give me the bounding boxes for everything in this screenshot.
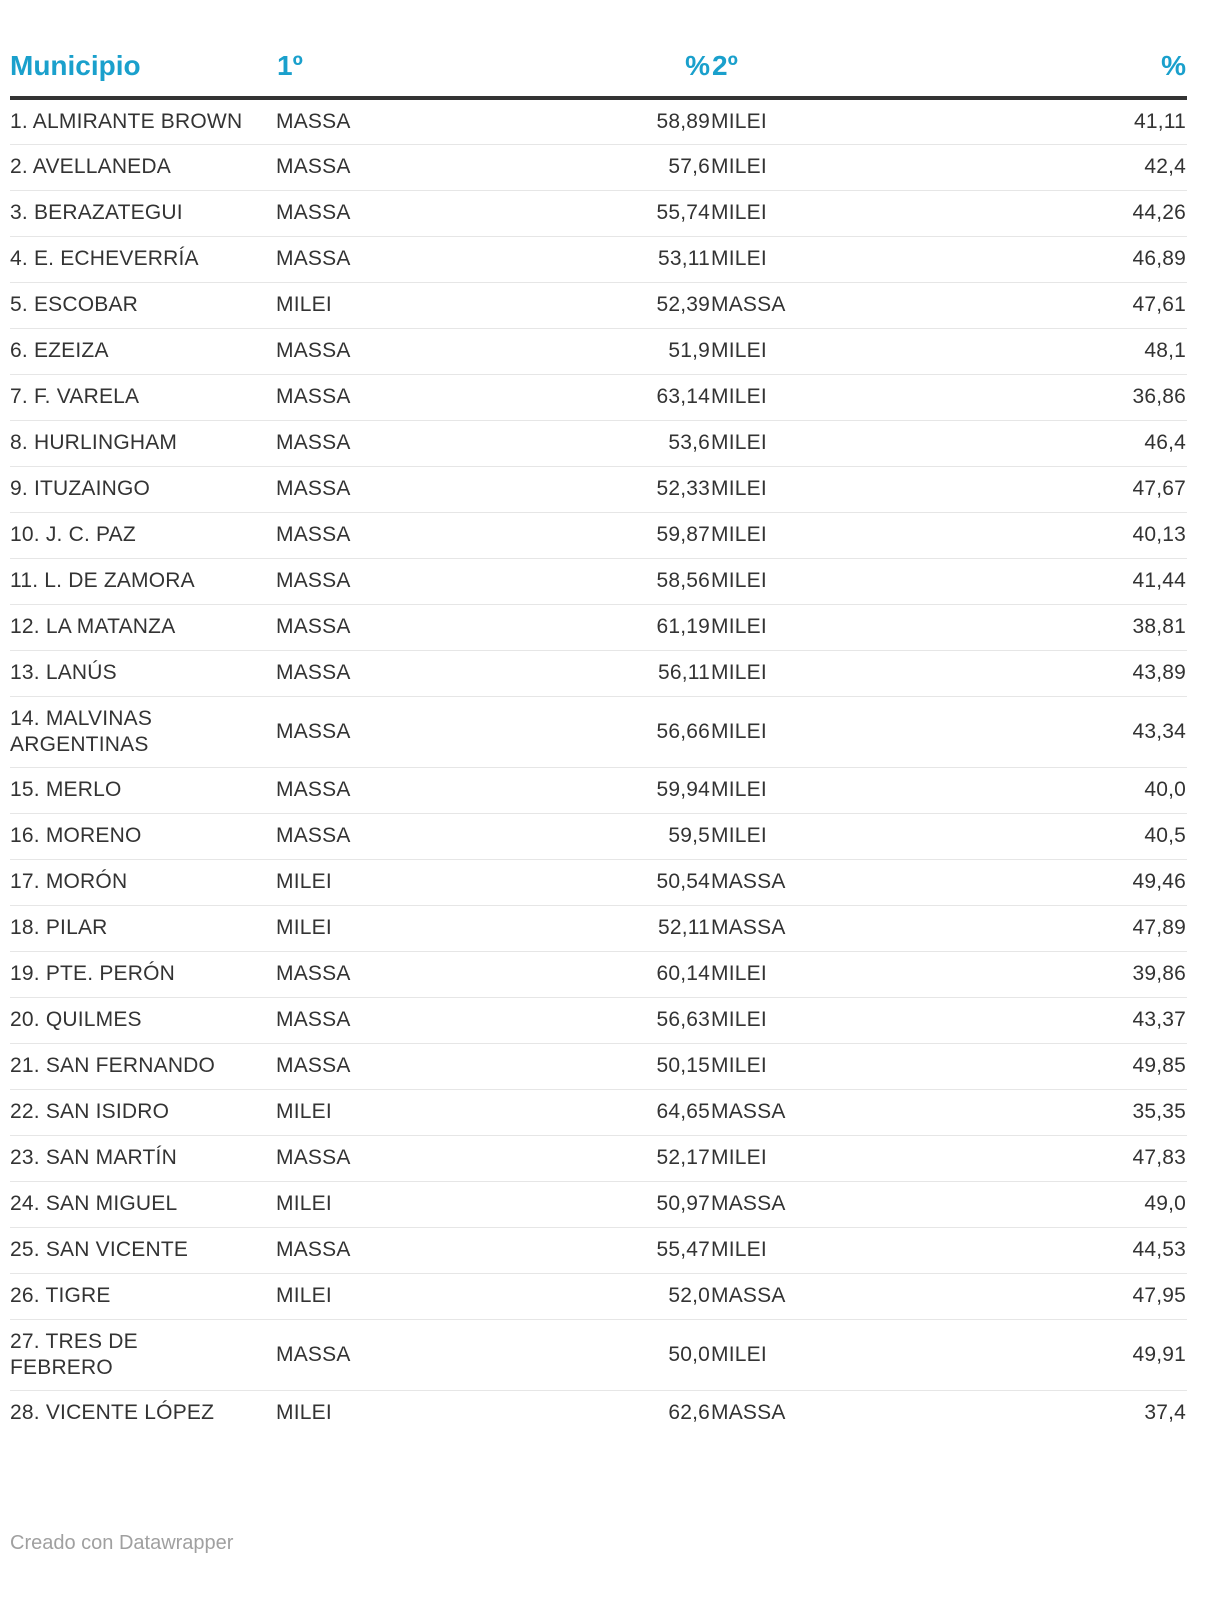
cell-first: MASSA xyxy=(276,1043,543,1089)
cell-municipio: 4. E. ECHEVERRÍA xyxy=(10,236,276,282)
cell-second-pct: 49,46 xyxy=(941,859,1187,905)
cell-first-pct: 52,0 xyxy=(543,1273,711,1319)
cell-second: MILEI xyxy=(711,997,941,1043)
cell-second: MILEI xyxy=(711,951,941,997)
cell-municipio: 12. LA MATANZA xyxy=(10,604,276,650)
cell-municipio: 18. PILAR xyxy=(10,905,276,951)
cell-municipio: 17. MORÓN xyxy=(10,859,276,905)
cell-first: MASSA xyxy=(276,1135,543,1181)
cell-second-pct: 40,13 xyxy=(941,512,1187,558)
cell-first-pct: 56,11 xyxy=(543,650,711,696)
cell-first-pct: 52,33 xyxy=(543,466,711,512)
table-row xyxy=(10,1227,1187,1273)
cell-second: MASSA xyxy=(711,1089,941,1135)
cell-first-pct: 60,14 xyxy=(543,951,711,997)
table-row xyxy=(10,813,1187,859)
cell-second: MASSA xyxy=(711,282,941,328)
cell-first: MILEI xyxy=(276,859,543,905)
cell-first: MASSA xyxy=(276,328,543,374)
cell-second: MILEI xyxy=(711,420,941,466)
cell-municipio: 28. VICENTE LÓPEZ xyxy=(10,1401,215,1425)
cell-second: MILEI xyxy=(711,1227,941,1273)
cell-municipio: 20. QUILMES xyxy=(10,997,276,1043)
cell-first: MASSA xyxy=(276,144,543,190)
cell-municipio: 27. TRES DE FEBRERO xyxy=(10,1319,276,1390)
cell-second-pct: 41,11 xyxy=(941,98,1187,144)
table-row xyxy=(10,558,1187,604)
cell-municipio: 11. L. DE ZAMORA xyxy=(10,558,276,604)
cell-second: MILEI xyxy=(711,144,941,190)
cell-second: MILEI xyxy=(711,512,941,558)
cell-first: MILEI xyxy=(276,1273,543,1319)
cell-second-pct: 47,95 xyxy=(941,1273,1187,1319)
cell-second-pct: 39,86 xyxy=(941,951,1187,997)
cell-first-pct: 53,6 xyxy=(543,420,711,466)
cell-second-pct: 47,89 xyxy=(941,905,1187,951)
cell-municipio: 14. MALVINAS ARGENTINAS xyxy=(10,696,276,767)
cell-municipio: 19. PTE. PERÓN xyxy=(10,951,276,997)
table-row xyxy=(10,1319,1187,1390)
cell-first-pct: 56,63 xyxy=(543,997,711,1043)
table-row xyxy=(10,1043,1187,1089)
cell-first-pct: 52,17 xyxy=(543,1135,711,1181)
table-row xyxy=(10,1135,1187,1181)
cell-second-pct: 43,34 xyxy=(941,696,1187,767)
cell-first-pct: 51,9 xyxy=(543,328,711,374)
cell-second-pct: 40,5 xyxy=(941,813,1187,859)
cell-second-pct: 36,86 xyxy=(941,374,1187,420)
header-first-pct[interactable]: % xyxy=(543,0,711,98)
cell-second: MASSA xyxy=(711,859,941,905)
cell-first-pct: 55,47 xyxy=(543,1227,711,1273)
cell-municipio: 21. SAN FERNANDO xyxy=(10,1043,276,1089)
cell-first: MASSA xyxy=(276,512,543,558)
cell-first: MASSA xyxy=(276,420,543,466)
cell-second: MILEI xyxy=(711,374,941,420)
cell-first: MILEI xyxy=(276,905,543,951)
cell-second-pct: 38,81 xyxy=(941,604,1187,650)
cell-first-pct: 58,89 xyxy=(543,98,711,144)
cell-first-pct: 58,56 xyxy=(543,558,711,604)
cell-second-pct: 44,26 xyxy=(941,190,1187,236)
cell-municipio: 13. LANÚS xyxy=(10,650,276,696)
cell-second: MILEI xyxy=(711,558,941,604)
cell-second: MILEI xyxy=(711,236,941,282)
cell-second-pct: 44,53 xyxy=(941,1227,1187,1273)
cell-first: MASSA xyxy=(276,98,543,144)
cell-municipio: 2. AVELLANEDA xyxy=(10,144,276,190)
table-row xyxy=(10,767,1187,813)
cell-second-pct: 43,89 xyxy=(941,650,1187,696)
cell-first-pct: 55,74 xyxy=(543,190,711,236)
cell-second: MILEI xyxy=(711,1043,941,1089)
cell-municipio: 26. TIGRE xyxy=(10,1273,276,1319)
table-row xyxy=(10,997,1187,1043)
cell-first-pct: 50,54 xyxy=(543,859,711,905)
cell-first: MASSA xyxy=(276,696,543,767)
table-row xyxy=(10,466,1187,512)
cell-first: MASSA xyxy=(276,236,543,282)
cell-first: MASSA xyxy=(276,466,543,512)
cell-first: MILEI xyxy=(276,282,543,328)
cell-first-pct: 50,0 xyxy=(543,1319,711,1390)
table-row xyxy=(10,512,1187,558)
cell-first: MASSA xyxy=(276,604,543,650)
cell-first: MASSA xyxy=(276,997,543,1043)
cell-first: MASSA xyxy=(276,813,543,859)
cell-municipio: 5. ESCOBAR xyxy=(10,282,276,328)
table-row xyxy=(10,282,1187,328)
table-row xyxy=(10,650,1187,696)
cell-first-pct: 63,14 xyxy=(543,374,711,420)
cell-second-pct: 42,4 xyxy=(941,144,1187,190)
cell-first-pct: 59,87 xyxy=(543,512,711,558)
cell-first-pct: 64,65 xyxy=(543,1089,711,1135)
cell-municipio: 24. SAN MIGUEL xyxy=(10,1181,276,1227)
table-row xyxy=(10,1089,1187,1135)
cell-first-pct: 57,6 xyxy=(543,144,711,190)
table-row xyxy=(10,374,1187,420)
table-row xyxy=(10,420,1187,466)
cell-second-pct: 49,0 xyxy=(941,1181,1187,1227)
table-row xyxy=(10,905,1187,951)
cell-first: MASSA xyxy=(276,951,543,997)
cell-second-pct: 47,61 xyxy=(941,282,1187,328)
cell-first-pct: 59,94 xyxy=(543,767,711,813)
cell-second-pct: 48,1 xyxy=(941,328,1187,374)
cell-first: MASSA xyxy=(276,558,543,604)
table-row xyxy=(10,1273,1187,1319)
cell-second: MILEI xyxy=(711,650,941,696)
cell-municipio: 6. EZEIZA xyxy=(10,328,276,374)
cell-municipio: 10. J. C. PAZ xyxy=(10,512,276,558)
cell-second-pct: 40,0 xyxy=(941,767,1187,813)
table-row xyxy=(10,98,1187,144)
cell-second: MASSA xyxy=(711,905,941,951)
cell-second: MASSA xyxy=(711,1401,786,1425)
cell-first-pct: 59,5 xyxy=(543,813,711,859)
cell-municipio: 1. ALMIRANTE BROWN xyxy=(10,98,276,144)
table-row xyxy=(10,328,1187,374)
header-first[interactable]: 1º xyxy=(276,0,543,98)
table-row xyxy=(10,236,1187,282)
cell-second: MILEI xyxy=(711,604,941,650)
cell-second: MILEI xyxy=(711,190,941,236)
table-body xyxy=(10,98,1187,1436)
cell-second: MILEI xyxy=(711,328,941,374)
cell-first: MASSA xyxy=(276,374,543,420)
table-row xyxy=(10,1390,1187,1436)
cell-first-pct: 62,6 xyxy=(668,1401,710,1425)
cell-first: MILEI xyxy=(276,1181,543,1227)
header-municipio[interactable]: Municipio xyxy=(10,0,276,98)
cell-municipio: 23. SAN MARTÍN xyxy=(10,1135,276,1181)
cell-second-pct: 41,44 xyxy=(941,558,1187,604)
cell-second: MASSA xyxy=(711,1273,941,1319)
table-row xyxy=(10,951,1187,997)
cell-second-pct: 46,89 xyxy=(941,236,1187,282)
cell-municipio: 25. SAN VICENTE xyxy=(10,1227,276,1273)
results-table-container xyxy=(10,0,1187,1436)
cell-second: MILEI xyxy=(711,1135,941,1181)
results-table xyxy=(10,0,1187,1436)
cell-second: MILEI xyxy=(711,1319,941,1390)
cell-first: MILEI xyxy=(276,1401,332,1425)
header-second-pct[interactable]: % xyxy=(941,0,1187,98)
cell-second-pct: 43,37 xyxy=(941,997,1187,1043)
cell-first-pct: 50,15 xyxy=(543,1043,711,1089)
cell-municipio: 8. HURLINGHAM xyxy=(10,420,276,466)
cell-municipio: 16. MORENO xyxy=(10,813,276,859)
cell-first: MASSA xyxy=(276,650,543,696)
cell-second-pct: 49,91 xyxy=(941,1319,1187,1390)
table-row xyxy=(10,859,1187,905)
cell-first: MASSA xyxy=(276,1319,543,1390)
cell-first-pct: 53,11 xyxy=(543,236,711,282)
cell-municipio: 3. BERAZATEGUI xyxy=(10,190,276,236)
cell-first: MASSA xyxy=(276,767,543,813)
datawrapper-credit[interactable]: Creado con Datawrapper xyxy=(10,1532,234,1554)
header-second[interactable]: 2º xyxy=(711,0,941,98)
cell-municipio: 15. MERLO xyxy=(10,767,276,813)
cell-second: MILEI xyxy=(711,466,941,512)
table-row xyxy=(10,144,1187,190)
cell-second-pct: 47,67 xyxy=(941,466,1187,512)
cell-second-pct: 46,4 xyxy=(941,420,1187,466)
cell-second: MILEI xyxy=(711,767,941,813)
cell-second-pct: 47,83 xyxy=(941,1135,1187,1181)
cell-municipio: 7. F. VARELA xyxy=(10,374,276,420)
table-row xyxy=(10,1181,1187,1227)
cell-first: MASSA xyxy=(276,1227,543,1273)
cell-municipio: 9. ITUZAINGO xyxy=(10,466,276,512)
cell-second-pct: 37,4 xyxy=(1144,1401,1186,1425)
table-row xyxy=(10,604,1187,650)
cell-first-pct: 56,66 xyxy=(543,696,711,767)
cell-first: MASSA xyxy=(276,190,543,236)
cell-municipio: 22. SAN ISIDRO xyxy=(10,1089,276,1135)
cell-first: MILEI xyxy=(276,1089,543,1135)
cell-second: MILEI xyxy=(711,813,941,859)
cell-first-pct: 52,39 xyxy=(543,282,711,328)
cell-second: MILEI xyxy=(711,98,941,144)
cell-second-pct: 49,85 xyxy=(941,1043,1187,1089)
table-header-row xyxy=(10,0,1187,98)
table-row xyxy=(10,190,1187,236)
cell-first-pct: 52,11 xyxy=(543,905,711,951)
cell-second: MASSA xyxy=(711,1181,941,1227)
cell-first-pct: 61,19 xyxy=(543,604,711,650)
cell-second: MILEI xyxy=(711,696,941,767)
cell-first-pct: 50,97 xyxy=(543,1181,711,1227)
table-row xyxy=(10,696,1187,767)
cell-second-pct: 35,35 xyxy=(941,1089,1187,1135)
